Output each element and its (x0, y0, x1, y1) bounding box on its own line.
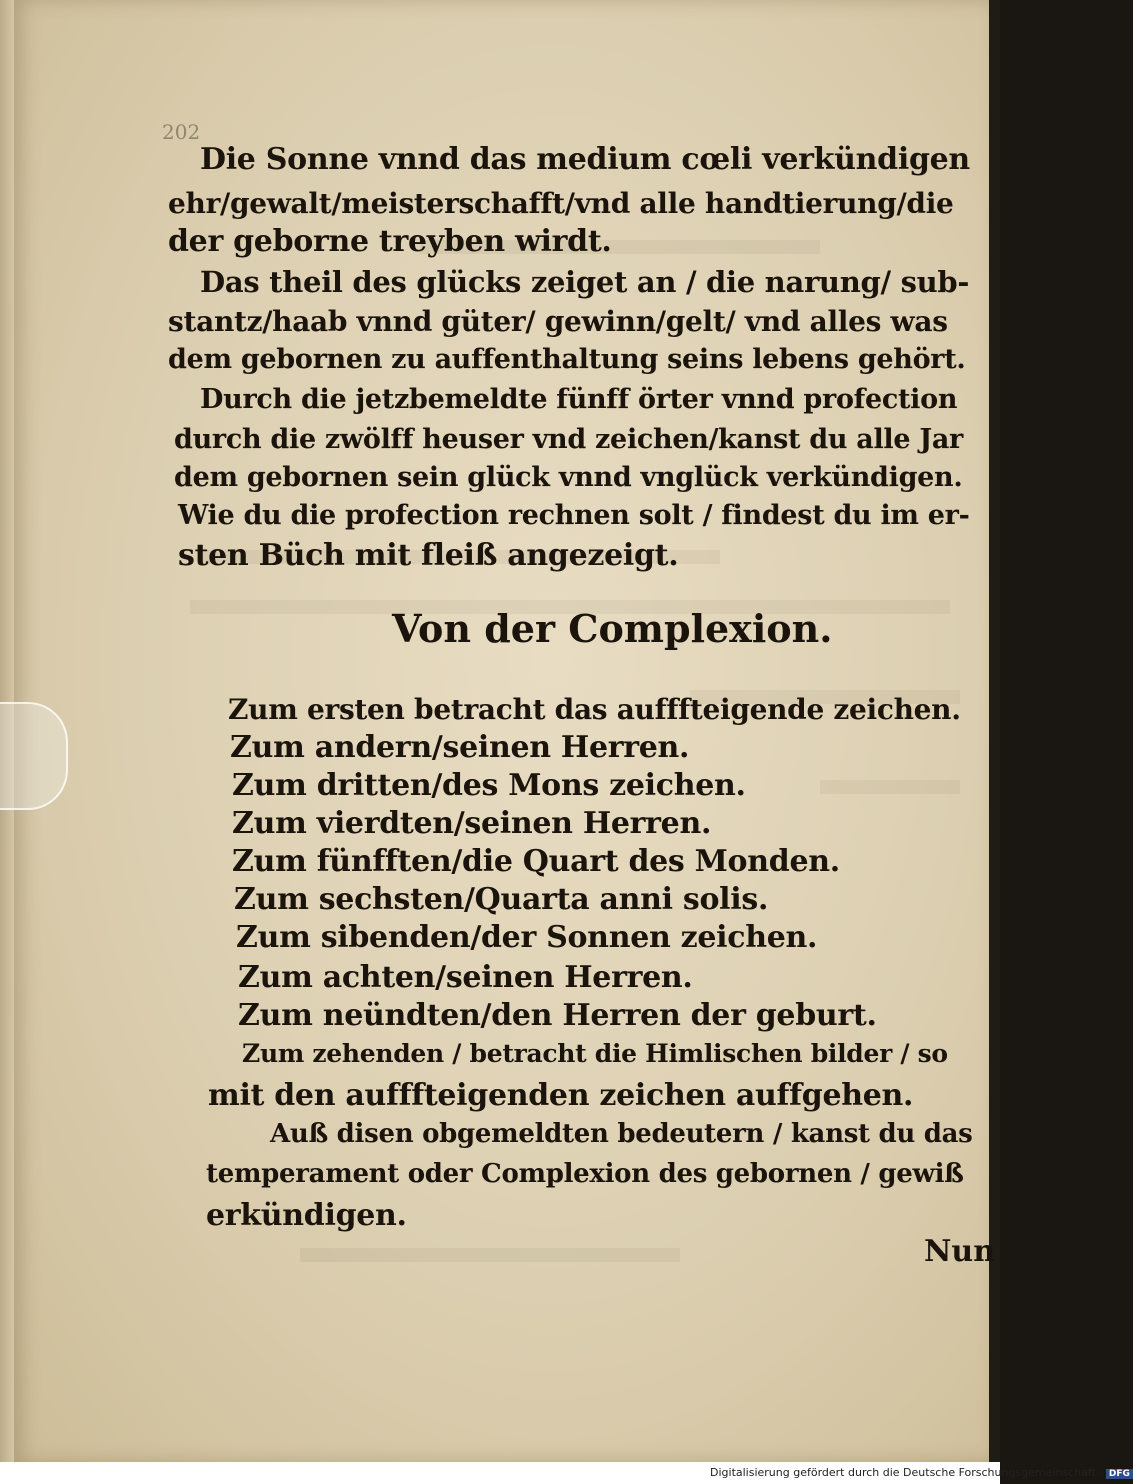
text-line: der geborne treyben wirdt. (168, 224, 612, 259)
list-item: Zum zehenden / betracht die Himlischen bilder / so (242, 1039, 948, 1068)
list-item: Zum andern/seinen Herren. (230, 730, 690, 765)
page-clip (0, 702, 68, 810)
page-number: 202 (162, 120, 201, 144)
text-line: Das theil des glücks zeiget an / die narung/ sub- (200, 265, 970, 299)
list-item: Zum ersten betracht das aufffteigende zeichen. (228, 693, 961, 726)
list-item: mit den aufffteigenden zeichen auffgehen. (208, 1078, 914, 1113)
list-item: Zum sechsten/Quarta anni solis. (234, 882, 769, 917)
bleed-through-mark (300, 1248, 680, 1262)
text-line: dem gebornen sein glück vnnd vnglück verkündigen. (174, 462, 963, 493)
list-item: Zum neündten/den Herren der geburt. (238, 998, 877, 1033)
text-line: Durch die jetzbemeldte fünff örter vnnd profection (200, 384, 958, 415)
list-item: Zum sibenden/der Sonnen zeichen. (236, 920, 818, 955)
text-line: temperament oder Complexion des gebornen / gewiß (206, 1159, 964, 1189)
list-item: Zum dritten/des Mons zeichen. (232, 768, 746, 803)
text-line: erkündigen. (206, 1198, 407, 1233)
text-line: Die Sonne vnnd das medium cœli verkündigen (200, 142, 970, 177)
dfg-logo: DFG (1106, 1469, 1133, 1479)
list-item: Zum vierdten/seinen Herren. (232, 806, 712, 841)
list-item: Zum achten/seinen Herren. (238, 960, 693, 995)
text-line: dem gebornen zu auffenthaltung seins lebens gehört. (168, 344, 966, 375)
credit-text: Digitalisierung gefördert durch die Deutsche Forschungsgemeinschaft · (710, 1466, 1103, 1479)
bleed-through-mark (820, 780, 960, 794)
digitization-credit (710, 1466, 1133, 1479)
text-line: stantz/haab vnnd güter/ gewinn/gelt/ vnd alles was (168, 305, 948, 338)
section-heading: Von der Complexion. (392, 606, 833, 651)
text-line: sten Büch mit fleiß angezeigt. (178, 538, 679, 573)
text-line: Auß disen obgemeldten bedeutern / kanst du das (270, 1119, 973, 1149)
catchword: Nun (924, 1234, 996, 1269)
text-line: durch die zwölff heuser vnd zeichen/kanst du alle Jar (174, 424, 963, 455)
text-line: Wie du die profection rechnen solt / findest du im er- (178, 500, 970, 531)
list-item: Zum fünfften/die Quart des Monden. (232, 844, 840, 879)
text-line: ehr/gewalt/meisterschafft/vnd alle handtierung/die (168, 187, 954, 220)
